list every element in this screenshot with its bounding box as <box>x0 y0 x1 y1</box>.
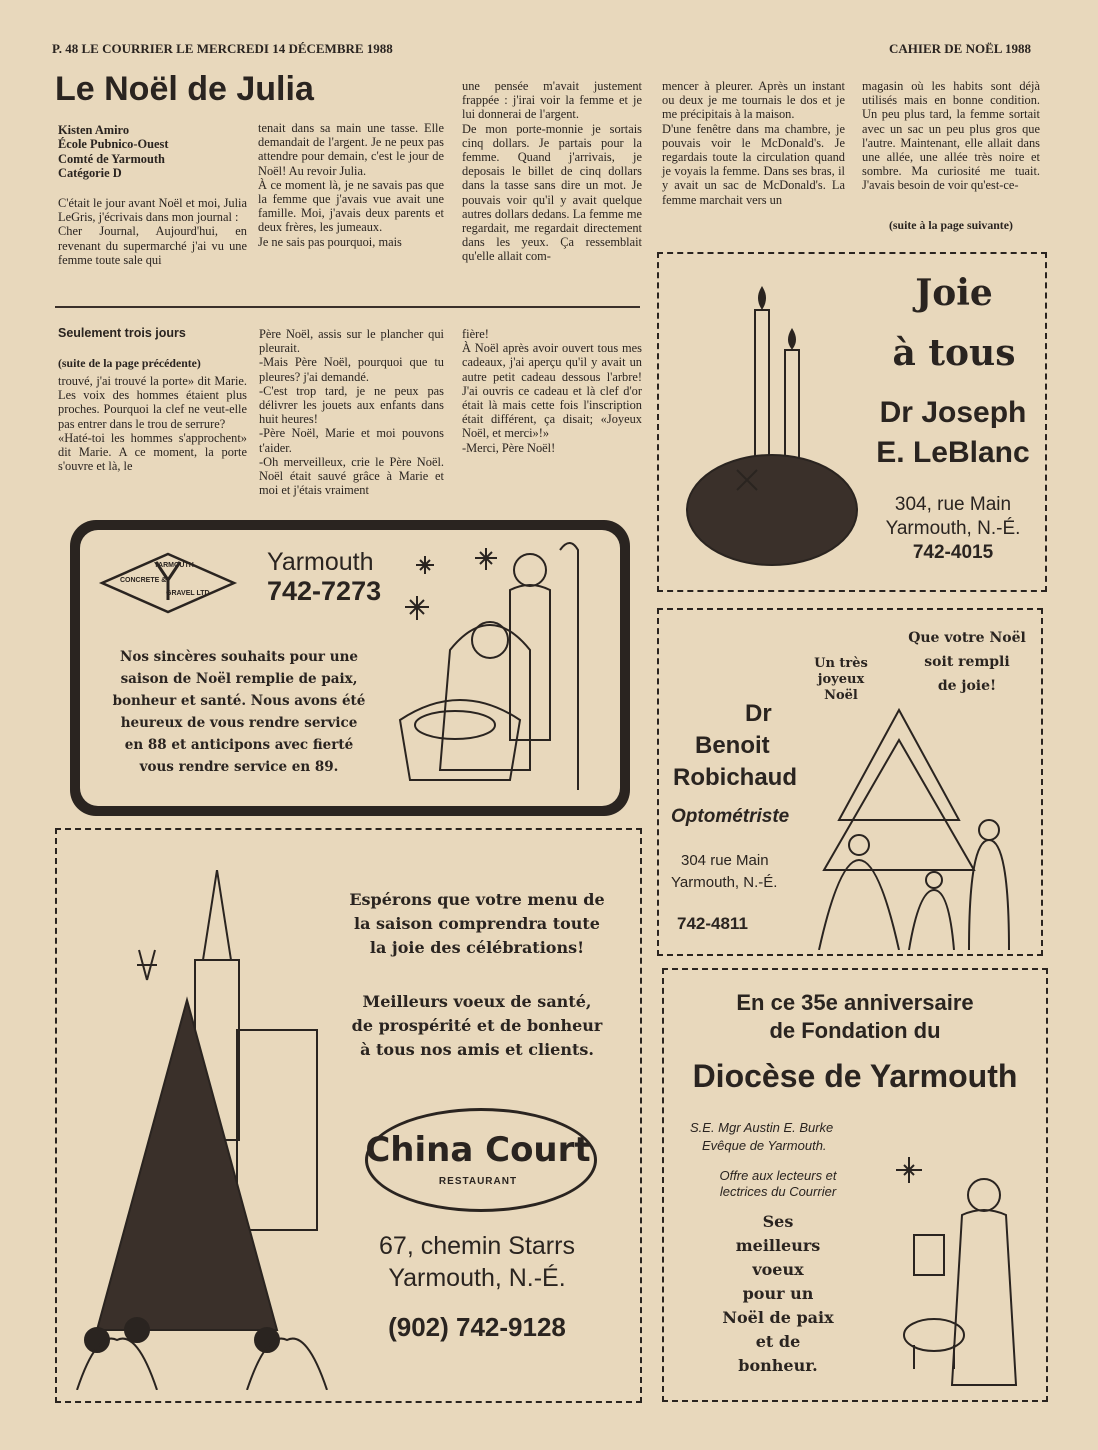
robichaud-name-3: Robichaud <box>673 764 797 791</box>
ad-yarmouth-phone: 742-7273 <box>267 576 382 606</box>
story-col-5-text: magasin où les habits sont déjà utilisés mais en bonne condition. Un peu plus tard, la femme sortait avec un sac un peu plus gros que l'autre. Maintenant, elle allait dans une allée, une allée très noire et sombre. Ma curiosité me tuait. J'avais besoin de voir qu'est-ce- <box>862 79 1040 193</box>
leblanc-name-1: Dr Joseph <box>879 396 1027 429</box>
ad-robichaud <box>657 608 1043 956</box>
story2-title: Seulement trois jours <box>58 326 186 340</box>
carolers-tree-icon <box>799 700 1039 950</box>
robichaud-name-1: Dr <box>745 700 772 727</box>
diocese-line-1: En ce 35e anniversaire <box>736 990 974 1015</box>
story2-col-1 <box>58 374 247 473</box>
china-address-2: Yarmouth, N.-É. <box>388 1264 566 1292</box>
story2-col-3-text: fière! À Noël après avoir ouvert tous mes cadeaux, j'ai aperçu qu'il y avait un autre petit cadeau dessous l'arbre! J'ai ouvris ce cadeau et là clef d'or était là mais cette fois l'inscription était différent, ça disait; «Joyeux Noël, et merci»!» -Merci, Père Noël! <box>462 327 642 455</box>
concrete-logo-l3: GRAVEL LTD <box>166 590 210 597</box>
shepherd-icon <box>874 1145 1044 1395</box>
robichaud-title: Optométriste <box>671 806 790 827</box>
robichaud-name-2: Benoit <box>695 732 770 759</box>
ad-yarmouth-message: Nos sincères souhaits pour une saison de Noël remplie de paix, bonheur et santé. Nous avons été heureux de vous rendre service en 88 et anticipons avec fierté vous rendre service en 89. <box>112 649 366 775</box>
story-col-2 <box>258 121 444 249</box>
china-logo: China Court <box>365 1130 591 1170</box>
leblanc-phone: 742-4015 <box>912 542 994 563</box>
nativity-icon <box>380 530 620 800</box>
story2-continued: (suite de la page précédente) <box>58 356 201 370</box>
leblanc-greet-1: Joie <box>915 272 993 314</box>
story-col-5 <box>862 79 1040 193</box>
china-logo-sub: RESTAURANT <box>438 1176 518 1187</box>
story-byline: Kisten Amiro École Pubnico-Ouest Comté de Yarmouth Catégorie D <box>58 123 169 181</box>
robichaud-greet-right: Que votre Noël soit rempli de joie! <box>908 630 1026 694</box>
leblanc-greet-2: à tous <box>892 332 1016 374</box>
china-msg-1: Espérons que votre menu de la saison comprendra toute la joie des célébrations! <box>349 890 605 957</box>
diocese-offer: Offre aux lecteurs et lectrices du Courrier <box>719 1168 837 1199</box>
leblanc-address-1: 304, rue Main <box>894 494 1012 515</box>
robichaud-greet-left: Un très joyeux Noël <box>814 656 868 703</box>
diocese-bishop-1: S.E. Mgr Austin E. Burke <box>690 1120 834 1135</box>
china-msg-2: Meilleurs voeux de santé, de prospérité et de bonheur à tous nos amis et clients. <box>351 992 603 1059</box>
divider-rule <box>55 306 640 308</box>
concrete-logo-icon <box>98 550 238 616</box>
page-header-right: CAHIER DE NOËL 1988 <box>889 41 1031 56</box>
story-col-4-text: mencer à pleurer. Après un instant ou deux je me tournais le dos et je me précipitais à la maison. D'une fenêtre dans ma chambre, je pouvais voir le McDonald's. Je regardais toute la circulation quand je voyais la femme. Dans ses bras, il y avait un sac de McDonald's. La femme marchait vers un <box>662 79 845 207</box>
story2-col-2-text: Père Noël, assis sur le plancher qui pleurait. -Mais Père Noël, pourquoi que tu pleures? j'ai demandé. -C'est trop tard, je ne peux pas délivrer les jouets aux enfants dans huit heures! -Père Noël, Marie et moi pouvons t'aider. -Oh merveilleux, crie le Père Noël. Noël était sauvé grâce à Marie et moi et j'étais vraiment <box>259 327 444 498</box>
story-col-3-text: une pensée m'avait justement frappée : j'irai voir la femme et je lui donnerai de l'argent. De mon porte-monnie je sortais cinq dollars. Je partais pour la femme. Quand j'arrivais, je deposais le billet de cinq dollars dans la tasse sans dire un mot. Je pouvais voir qu'il y avait quelque autres dollars dedans. La femme me regardait, me regardait directement dans les yeux. Ça ressemblait qu'elle allait com- <box>462 79 642 264</box>
church-tree-icon <box>67 870 337 1390</box>
story-continued: (suite à la page suivante) <box>889 218 1013 232</box>
ad-yarmouth-city: Yarmouth <box>267 548 374 576</box>
story-col-1 <box>58 196 247 267</box>
china-phone: (902) 742-9128 <box>388 1312 566 1342</box>
candle-wreath-icon <box>677 280 867 580</box>
story-col-4 <box>662 79 845 207</box>
page-header-left: P. 48 LE COURRIER LE MERCREDI 14 DÉCEMBRE 1988 <box>52 41 393 56</box>
diocese-wish: Ses meilleurs voeux pour un Noël de paix et de bonheur. <box>722 1212 834 1375</box>
concrete-logo-l1: YARMOUTH <box>154 562 194 569</box>
diocese-bishop-2: Evêque de Yarmouth. <box>702 1138 827 1153</box>
diocese-line-2: de Fondation du <box>769 1018 941 1043</box>
leblanc-name-2: E. LeBlanc <box>876 436 1030 469</box>
robichaud-phone: 742-4811 <box>677 914 748 933</box>
leblanc-address-2: Yarmouth, N.-É. <box>885 518 1021 539</box>
ad-yarmouth-concrete <box>70 520 630 816</box>
robichaud-address-1: 304 rue Main <box>681 852 769 869</box>
ad-china-court <box>55 828 642 1403</box>
robichaud-address-2: Yarmouth, N.-É. <box>671 874 778 891</box>
concrete-logo-l2: CONCRETE & <box>120 577 167 584</box>
ad-diocese <box>662 968 1048 1402</box>
ad-leblanc <box>657 252 1047 592</box>
story-title: Le Noël de Julia <box>55 70 314 108</box>
story2-col-1-text: trouvé, j'ai trouvé la porte» dit Marie. Les voix des hommes étaient plus proches. Pourquoi la clef ne veut-elle pas entrer dans le trou de serrure? «Haté-toi les hommes s'approchent» dit Marie. A ce moment, la porte s'ouvre et là, le <box>58 374 247 474</box>
story2-col-3 <box>462 327 642 455</box>
story2-col-2 <box>259 327 444 497</box>
diocese-line-3: Diocèse de Yarmouth <box>692 1058 1018 1094</box>
story-col-2-text: tenait dans sa main une tasse. Elle demandait de l'argent. Je ne peux pas attendre pour demain, c'est le jour de Noël! Au revoir Julia. À ce moment là, je ne savais pas que la femme que j'avais vue avait une famille. Moi, j'avais deux parents et deux frères, les jumeaux. Je ne sais pas pourquoi, mais <box>258 121 444 249</box>
story-col-1-text: C'était le jour avant Noël et moi, Julia LeGris, j'écrivais dans mon journal : Cher Journal, Aujourd'hui, en revenant du supermarché j'ai vu une femme toute sale qui <box>58 196 247 267</box>
china-address-1: 67, chemin Starrs <box>379 1232 575 1260</box>
story-col-3 <box>462 79 642 264</box>
